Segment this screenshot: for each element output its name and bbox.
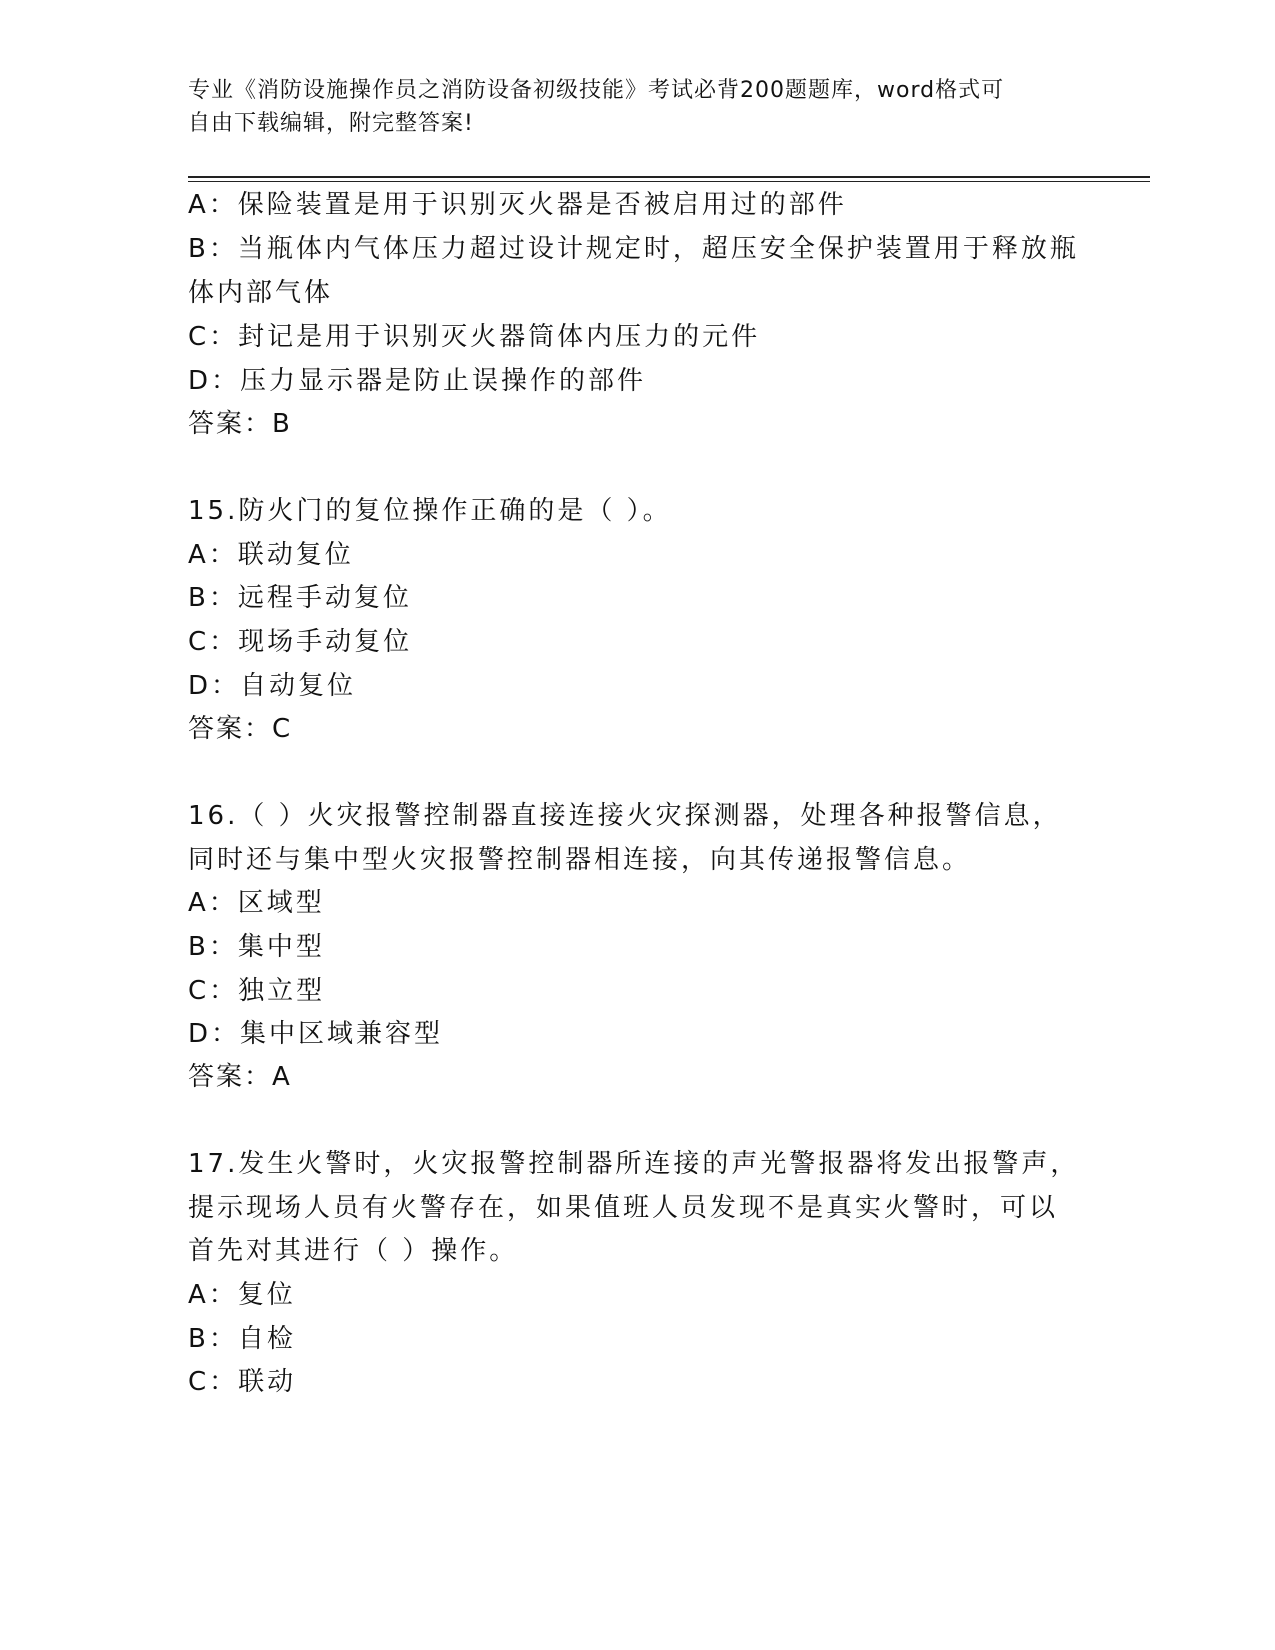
q14-option-a: A：保险装置是用于识别灭火器是否被启用过的部件	[188, 190, 847, 220]
header-divider-thick	[188, 176, 1150, 178]
q16-option-a: A：区域型	[188, 888, 325, 918]
header-line-1: 专业《消防设施操作员之消防设备初级技能》考试必背200题题库，word格式可	[188, 78, 1005, 103]
q15-option-c: C：现场手动复位	[188, 627, 413, 657]
q14-answer: 答案：B	[188, 409, 292, 439]
header-divider-thin	[188, 181, 1150, 182]
q15-answer: 答案：C	[188, 714, 293, 744]
q14-option-b-line-2: 体内部气体	[188, 278, 334, 308]
q14-option-c: C：封记是用于识别灭火器筒体内压力的元件	[188, 322, 761, 352]
q14-option-d: D：压力显示器是防止误操作的部件	[188, 366, 647, 396]
q16-option-d: D：集中区域兼容型	[188, 1019, 444, 1049]
q15-question: 15.防火门的复位操作正确的是（ ）。	[188, 496, 672, 526]
q15-option-b: B：远程手动复位	[188, 583, 412, 613]
q17-option-a: A：复位	[188, 1280, 296, 1310]
q16-option-b: B：集中型	[188, 932, 325, 962]
q17-option-b: B：自检	[188, 1324, 296, 1354]
q16-question-line-1: 16.（ ）火灾报警控制器直接连接火灾探测器，处理各种报警信息，	[188, 801, 1062, 831]
document-header	[188, 74, 1088, 140]
q17-question-line-1: 17.发生火警时，火灾报警控制器所连接的声光警报器将发出报警声，	[188, 1149, 1080, 1179]
q16-question-line-2: 同时还与集中型火灾报警控制器相连接，向其传递报警信息。	[188, 845, 972, 875]
q15-option-a: A：联动复位	[188, 540, 354, 570]
q15-option-d: D：自动复位	[188, 671, 357, 701]
q17-question-line-3: 首先对其进行（ ）操作。	[188, 1236, 519, 1266]
q16-option-c: C：独立型	[188, 976, 326, 1006]
q17-option-c: C：联动	[188, 1367, 297, 1397]
q16-answer: 答案：A	[188, 1062, 292, 1092]
header-line-2: 自由下载编辑，附完整答案!	[188, 111, 474, 136]
q17-question-line-2: 提示现场人员有火警存在，如果值班人员发现不是真实火警时，可以	[188, 1193, 1059, 1223]
q14-option-b-line-1: B：当瓶体内气体压力超过设计规定时，超压安全保护装置用于释放瓶	[188, 234, 1079, 264]
